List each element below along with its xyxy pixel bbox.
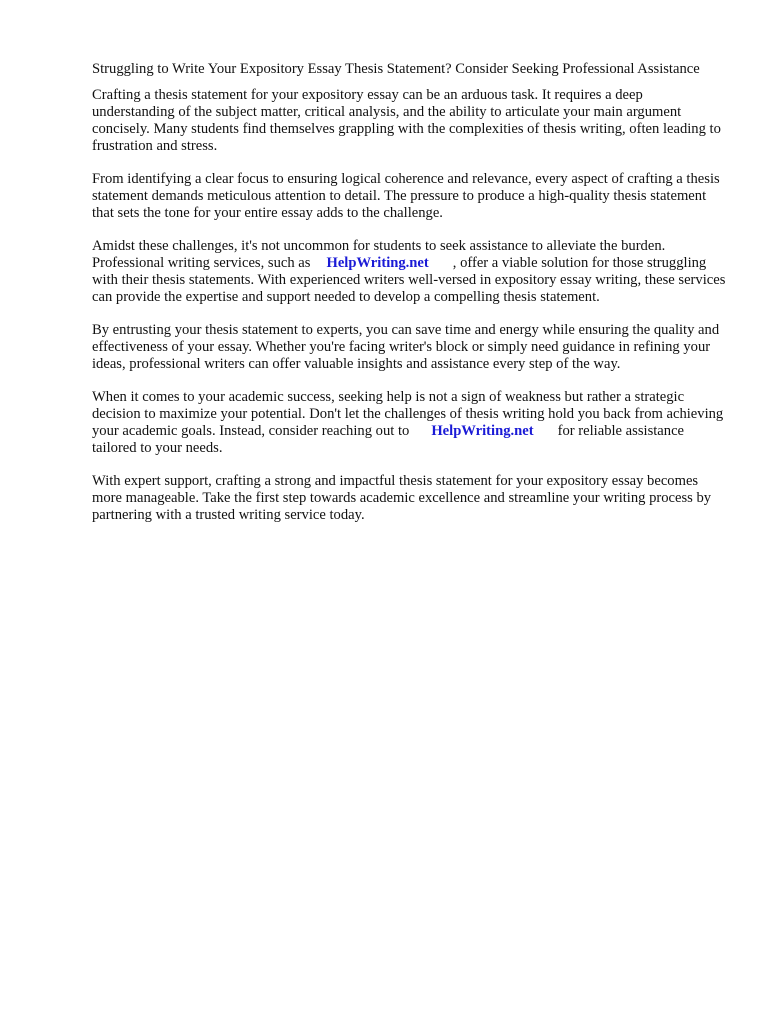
document-title: Struggling to Write Your Expository Essay Thesis Statement? Consider Seeking Professional Assistance (92, 61, 700, 77)
paragraph-4: By entrusting your thesis statement to experts, you can save time and energy while ensuring the quality and effectiveness of your essay. Whether you're facing writer's block or simply need guidance in refining your ideas, professional writers can offer valuable insights and assistance every step of the way. (92, 322, 720, 372)
paragraph-5-text-after: for reliable assistance tailored to your needs. (92, 423, 685, 456)
paragraph-6: With expert support, crafting a strong and impactful thesis statement for your expository essay becomes more manageable. Take the first step towards academic excellence and streamline your writing process by partnering with a trusted writing service today. (92, 473, 712, 523)
document-page (92, 61, 728, 540)
paragraph-5-text-before: When it comes to your academic success, seeking help is not a sign of weakness but rather a strategic decision to maximize your potential. Don't let the challenges of thesis writing hold you back from achieving your academic goals. Instead, consider reaching out to (92, 389, 724, 439)
paragraph-3-text-before: Amidst these challenges, it's not uncommon for students to seek assistance to alleviate the burden. Professional writing services, such as (92, 238, 666, 271)
helpwriting-link-2[interactable]: HelpWriting.net (431, 423, 534, 439)
paragraph-1: Crafting a thesis statement for your expository essay can be an arduous task. It requires a deep understanding of the subject matter, critical analysis, and the ability to articulate your main argument concisely. Many students find themselves grappling with the complexities of thesis writing, often leading to frustration and stress. (92, 87, 721, 154)
paragraph-3-text-after: , offer a viable solution for those struggling with their thesis statements. With experienced writers well-versed in expository essay writing, these services can provide the expertise and support needed to develop a compelling thesis statement. (92, 255, 726, 305)
paragraph-2: From identifying a clear focus to ensuring logical coherence and relevance, every aspect of crafting a thesis statement demands meticulous attention to detail. The pressure to produce a high-quality thesis statement that sets the tone for your entire essay adds to the challenge. (92, 171, 720, 221)
paragraph-3 (92, 238, 728, 306)
helpwriting-link-1[interactable]: HelpWriting.net (326, 255, 429, 271)
paragraph-5 (92, 389, 728, 457)
